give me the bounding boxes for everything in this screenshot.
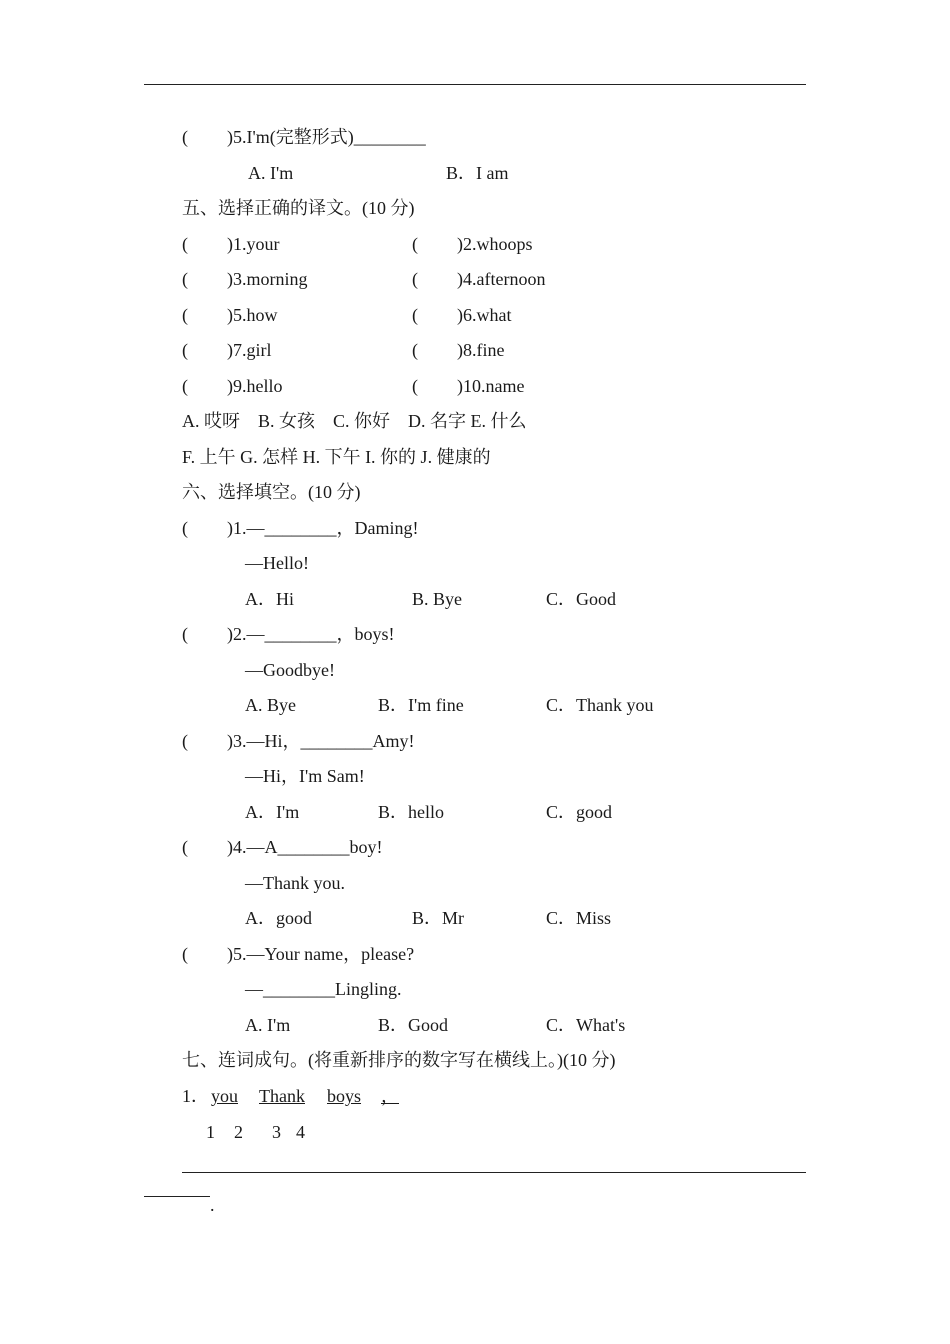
question-paren: (: [182, 837, 188, 857]
item-paren: (: [182, 305, 188, 325]
item-word: )5.how: [227, 305, 278, 325]
option-b: B．I'm fine: [378, 695, 464, 715]
question-paren: (: [182, 127, 188, 147]
word-number-3: 3: [272, 1122, 281, 1142]
option-c: C．Good: [546, 589, 617, 609]
item-paren: (: [182, 234, 188, 254]
option-a: A．Hi: [245, 589, 294, 609]
option-c: C．Thank you: [546, 695, 654, 715]
item-word: )4.afternoon: [457, 269, 546, 289]
question-reply: —Hi，I'm Sam!: [245, 766, 365, 786]
item-paren: (: [182, 269, 188, 289]
item-word: )1.your: [227, 234, 280, 254]
item-word: )2.whoops: [457, 234, 533, 254]
item-paren: (: [412, 305, 418, 325]
item-word: )7.girl: [227, 340, 272, 360]
word-number-4: 4: [296, 1122, 305, 1142]
item-paren: (: [412, 376, 418, 396]
question-reply: —________Lingling.: [245, 979, 402, 999]
item-word: )10.name: [457, 376, 525, 396]
item-word: )8.fine: [457, 340, 505, 360]
top-rule: [144, 84, 806, 85]
word-2: Thank: [259, 1086, 305, 1106]
option-a: A. I'm: [248, 163, 294, 183]
word-number-1: 1: [206, 1122, 215, 1142]
option-a: A．I'm: [245, 802, 300, 822]
question-paren: (: [182, 624, 188, 644]
option-b: B．hello: [378, 802, 444, 822]
item-word: )9.hello: [227, 376, 283, 396]
option-a: A．good: [245, 908, 312, 928]
option-b: B．I am: [446, 163, 509, 183]
option-b: B．Mr: [412, 908, 465, 928]
question-text: )1.—________，Daming!: [227, 518, 419, 538]
option-b: B．Good: [378, 1015, 449, 1035]
option-a: A. Bye: [245, 695, 296, 715]
item-paren: (: [412, 234, 418, 254]
answer-line-continued: [144, 1196, 210, 1197]
item-word: )3.morning: [227, 269, 308, 289]
question-text: )4.—A________boy!: [227, 837, 383, 857]
question-text: )3.—Hi，________Amy!: [227, 731, 415, 751]
section-title: 六、选择填空。(10 分): [182, 482, 361, 502]
item-paren: (: [412, 340, 418, 360]
word-3: boys: [327, 1086, 362, 1106]
question-text: )5.I'm(完整形式)________: [227, 127, 426, 147]
question-paren: (: [182, 944, 188, 964]
question-reply: —Thank you.: [245, 873, 345, 893]
answer-line: [182, 1172, 806, 1173]
option-c: C．Miss: [546, 908, 612, 928]
section-title: 五、选择正确的译文。(10 分): [182, 198, 415, 218]
question-text: )5.—Your name，please?: [227, 944, 415, 964]
word-number-2: 2: [234, 1122, 243, 1142]
word-4: ，: [381, 1086, 399, 1106]
question-reply: —Goodbye!: [245, 660, 335, 680]
question-paren: (: [182, 518, 188, 538]
answer-end-mark: .: [210, 1195, 215, 1215]
question-number: 1．: [182, 1086, 209, 1106]
option-b: B. Bye: [412, 589, 463, 609]
item-paren: (: [412, 269, 418, 289]
item-word: )6.what: [457, 305, 512, 325]
section-title: 七、连词成句。(将重新排序的数字写在横线上。)(10 分): [182, 1050, 616, 1070]
question-reply: —Hello!: [245, 553, 309, 573]
option-c: C．What's: [546, 1015, 626, 1035]
option-c: C．good: [546, 802, 613, 822]
translation-choices: A. 哎呀 B. 女孩 C. 你好 D. 名字 E. 什么: [182, 411, 527, 431]
item-paren: (: [182, 376, 188, 396]
question-text: )2.—________，boys!: [227, 624, 395, 644]
question-paren: (: [182, 731, 188, 751]
option-a: A. I'm: [245, 1015, 291, 1035]
item-paren: (: [182, 340, 188, 360]
translation-choices: F. 上午 G. 怎样 H. 下午 I. 你的 J. 健康的: [182, 447, 491, 467]
word-1: you: [211, 1086, 238, 1106]
